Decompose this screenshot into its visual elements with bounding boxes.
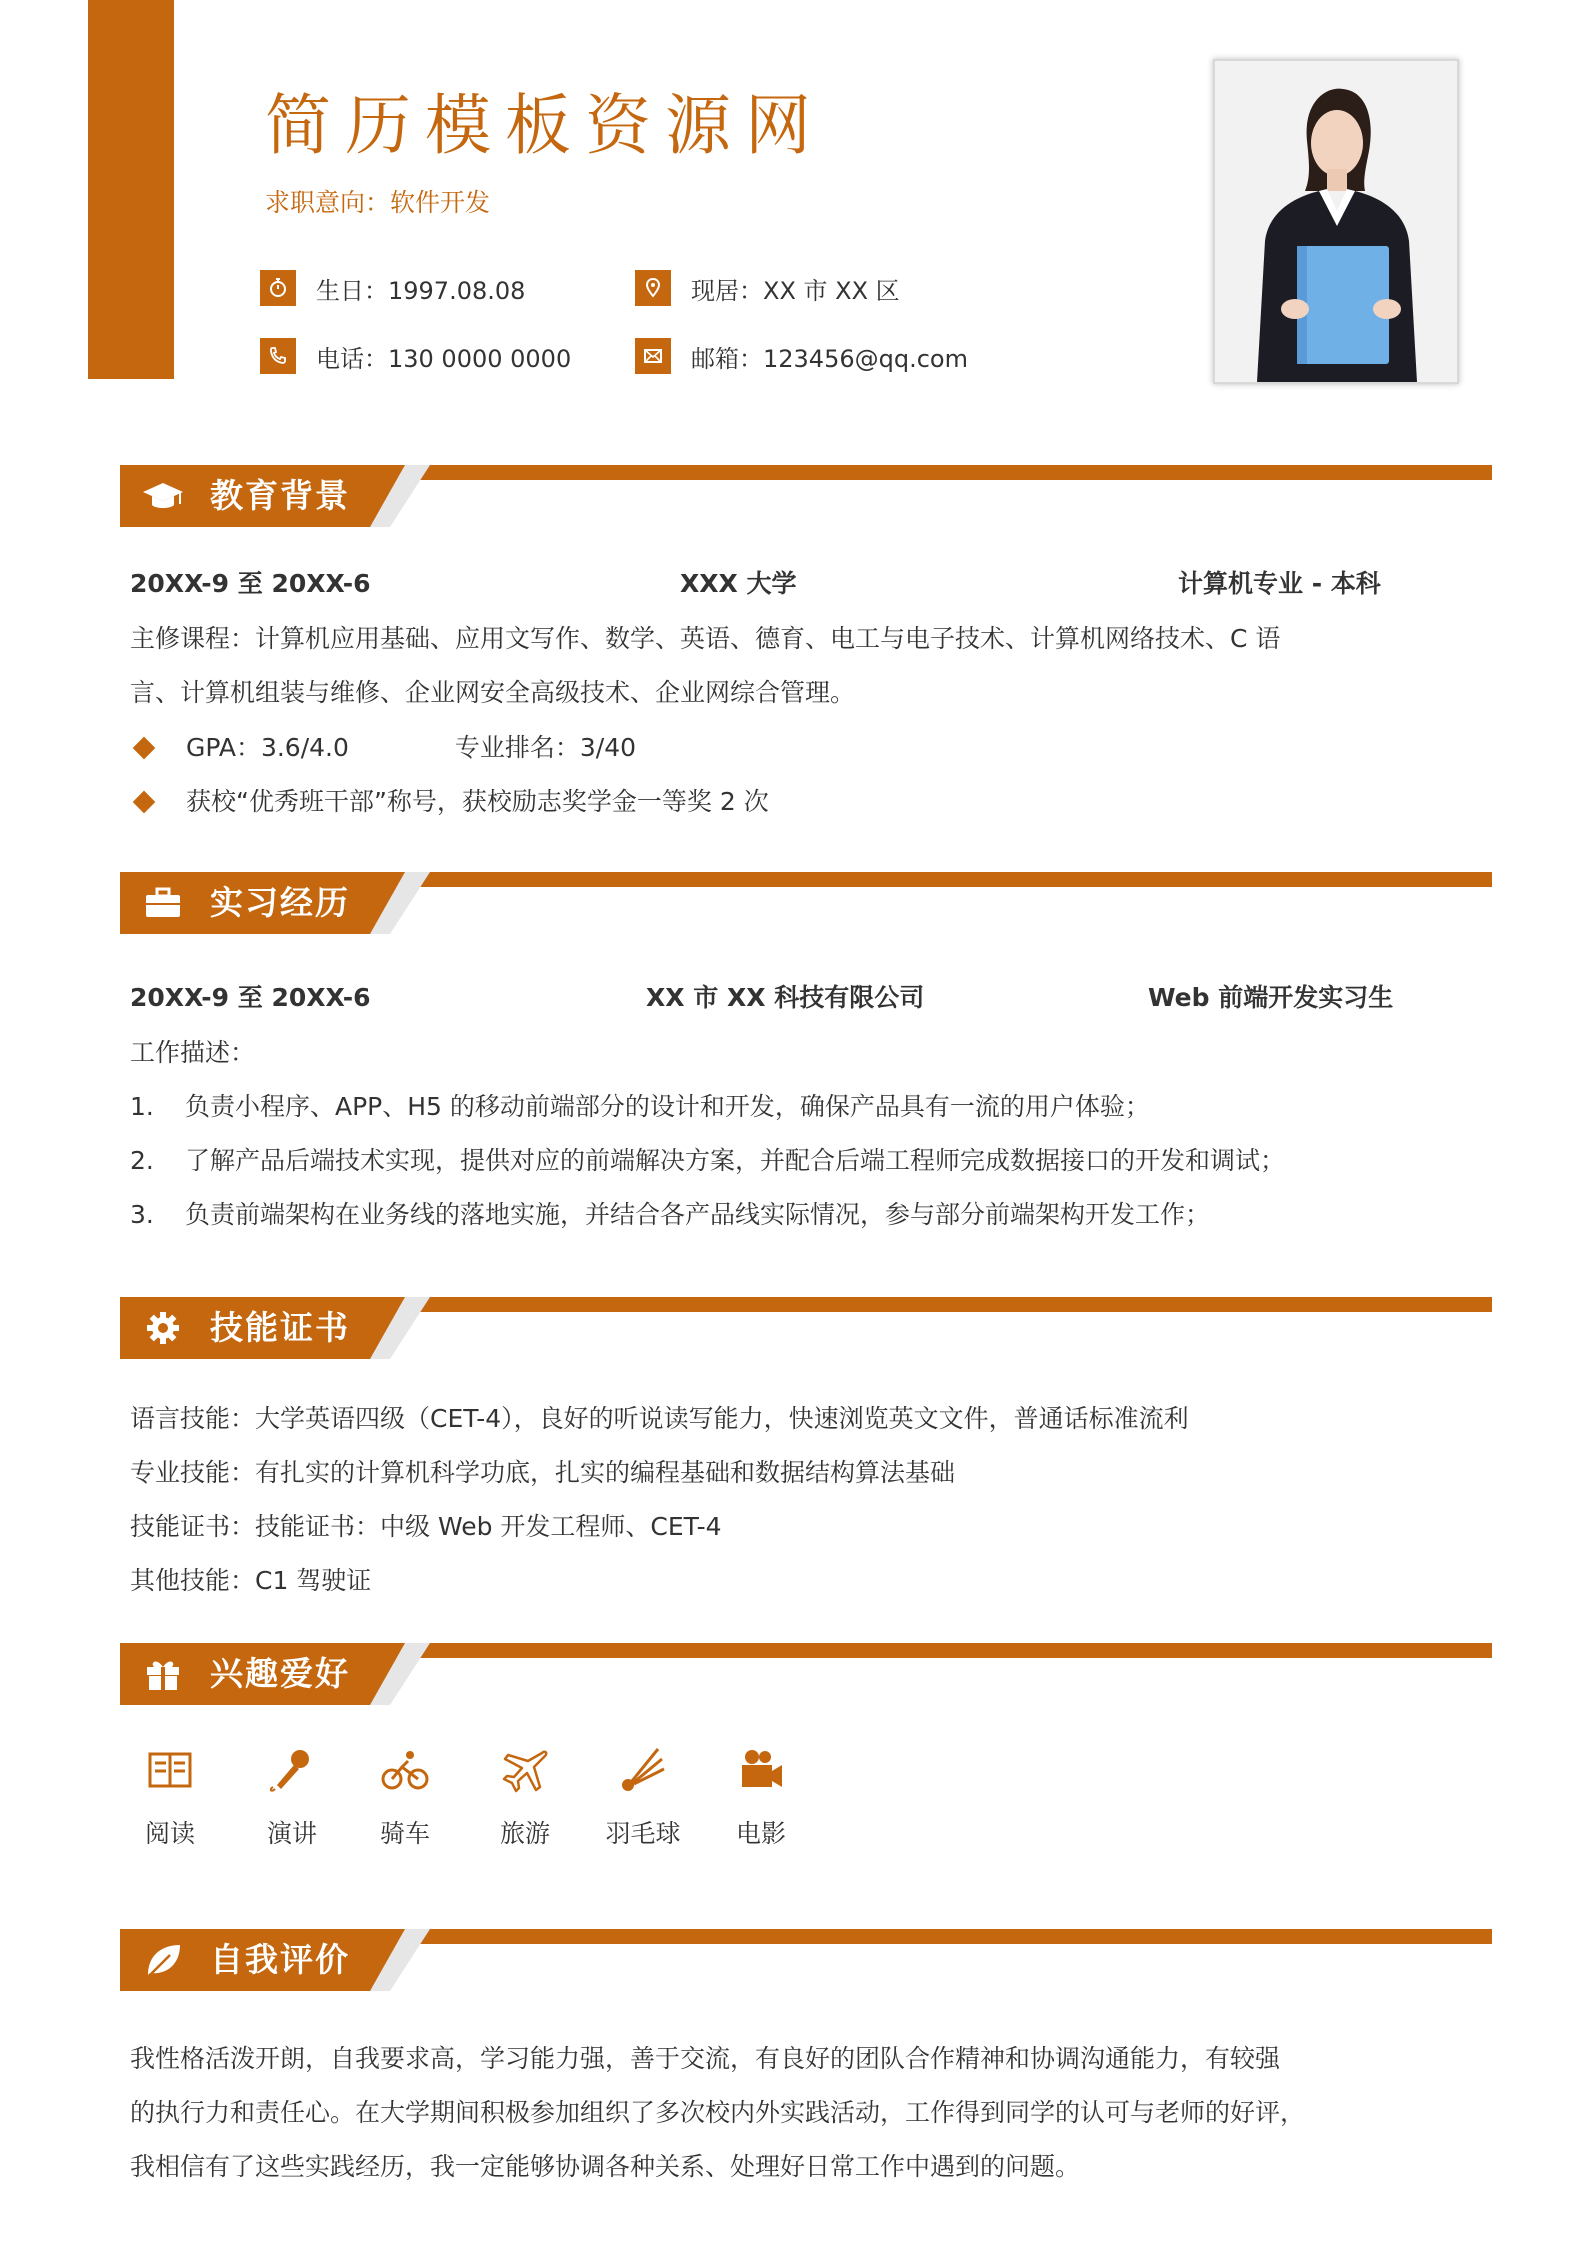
email-text: 邮箱：123456@qq.com	[691, 344, 968, 373]
self-eval-line: 我性格活泼开朗，自我要求高，学习能力强，善于交流，有良好的团队合作精神和协调沟通能力，有较强	[130, 2044, 1281, 2073]
hobby-item	[706, 1745, 816, 1851]
work-item-number: 1.	[130, 1092, 154, 1121]
section-title: 兴趣爱好	[210, 1654, 350, 1693]
hobby-item	[588, 1745, 698, 1851]
section-header-education	[120, 465, 1492, 527]
gpa-text: GPA：3.6/4.0	[186, 733, 349, 762]
location-info	[635, 270, 900, 306]
gift-icon	[142, 1655, 184, 1693]
hobby-item	[350, 1745, 460, 1851]
internship-period: 20XX-9 至 20XX-6	[130, 983, 371, 1012]
work-desc-label: 工作描述：	[130, 1038, 256, 1067]
section-rule	[420, 1929, 1492, 1944]
rank-text: 专业排名：3/40	[454, 733, 637, 762]
hobby-item	[115, 1745, 225, 1851]
hobby-label: 羽毛球	[605, 1819, 681, 1848]
graduation-cap-icon	[142, 477, 184, 515]
badminton-icon	[618, 1745, 668, 1795]
section-title: 技能证书	[210, 1308, 350, 1347]
self-eval-line: 我相信有了这些实践经历，我一定能够协调各种关系、处理好日常工作中遇到的问题。	[130, 2152, 1081, 2181]
hobby-label: 演讲	[266, 1819, 317, 1848]
diamond-bullet-icon	[133, 737, 156, 760]
courses-line: 主修课程：计算机应用基础、应用文写作、数学、英语、德育、电工与电子技术、计算机网络技术、C 语	[130, 624, 1281, 653]
self-eval-line: 的执行力和责任心。在大学期间积极参加组织了多次校内外实践活动，工作得到同学的认可与老师的好评，	[130, 2098, 1306, 2127]
skill-line: 专业技能：有扎实的计算机科学功底，扎实的编程基础和数据结构算法基础	[130, 1458, 956, 1487]
education-major: 计算机专业 - 本科	[1178, 569, 1381, 598]
skill-line: 其他技能：C1 驾驶证	[130, 1566, 372, 1595]
work-item	[130, 1197, 1210, 1233]
microphone-icon	[267, 1745, 317, 1795]
section-rule	[420, 1643, 1492, 1658]
award-bullet	[130, 784, 769, 820]
location-pin-icon	[635, 270, 671, 306]
email-info	[635, 338, 968, 374]
profile-photo	[1213, 59, 1459, 384]
award-text: 获校“优秀班干部”称号，获校励志奖学金一等奖 2 次	[186, 787, 769, 816]
section-title: 教育背景	[210, 476, 350, 515]
work-item	[130, 1143, 1285, 1179]
section-header-self-eval	[120, 1929, 1492, 1991]
birthday-info	[260, 270, 525, 306]
courses-line: 言、计算机组装与维修、企业网安全高级技术、企业网综合管理。	[130, 678, 856, 707]
birthday-text: 生日：1997.08.08	[316, 276, 526, 305]
diamond-bullet-icon	[133, 791, 156, 814]
education-period: 20XX-9 至 20XX-6	[130, 569, 371, 598]
education-courses	[130, 612, 1490, 720]
section-rule	[420, 872, 1492, 887]
internship-position: Web 前端开发实习生	[1148, 983, 1394, 1012]
work-item-text: 了解产品后端技术实现，提供对应的前端解决方案，并配合后端工程师完成数据接口的开发和调试；	[185, 1146, 1286, 1175]
gpa-bullet	[130, 730, 636, 766]
work-item-number: 3.	[130, 1200, 154, 1229]
hobby-item	[470, 1745, 580, 1851]
section-rule	[420, 465, 1492, 480]
section-rule	[420, 1297, 1492, 1312]
self-eval-text	[130, 2032, 1490, 2194]
bicycle-icon	[380, 1745, 430, 1795]
leaf-icon	[142, 1941, 184, 1979]
phone-info	[260, 338, 571, 374]
timer-icon	[260, 270, 296, 306]
education-row	[130, 566, 1430, 602]
work-item	[130, 1089, 1150, 1125]
internship-row	[130, 980, 1430, 1016]
section-header-hobbies	[120, 1643, 1492, 1705]
section-header-internship	[120, 872, 1492, 934]
location-text: 现居：XX 市 XX 区	[691, 276, 900, 305]
education-school: XXX 大学	[680, 569, 797, 598]
hobby-label: 骑车	[379, 1819, 430, 1848]
work-item-number: 2.	[130, 1146, 154, 1175]
skill-line: 语言技能：大学英语四级（CET-4），良好的听说读写能力，快速浏览英文文件，普通话标准流利	[130, 1404, 1189, 1433]
airplane-icon	[500, 1745, 550, 1795]
briefcase-icon	[142, 884, 184, 922]
hobby-label: 阅读	[144, 1819, 195, 1848]
envelope-icon	[635, 338, 671, 374]
phone-text: 电话：130 0000 0000	[316, 344, 572, 373]
video-camera-icon	[736, 1745, 786, 1795]
work-item-text: 负责小程序、APP、H5 的移动前端部分的设计和开发，确保产品具有一流的用户体验；	[185, 1092, 1150, 1121]
section-title: 自我评价	[210, 1940, 350, 1979]
job-intent	[265, 186, 490, 220]
hobby-label: 电影	[735, 1819, 786, 1848]
section-title: 实习经历	[210, 883, 350, 922]
hobby-item	[237, 1745, 347, 1851]
gear-icon	[142, 1309, 184, 1347]
phone-icon	[260, 338, 296, 374]
book-icon	[145, 1745, 195, 1795]
hobby-label: 旅游	[499, 1819, 550, 1848]
header-accent-bar	[88, 0, 174, 379]
internship-company: XX 市 XX 科技有限公司	[646, 983, 925, 1012]
candidate-name: 简历模板资源网	[265, 87, 825, 164]
section-header-skills	[120, 1297, 1492, 1359]
job-intent-label: 求职意向：	[265, 188, 391, 217]
work-item-text: 负责前端架构在业务线的落地实施，并结合各产品线实际情况，参与部分前端架构开发工作；	[185, 1200, 1211, 1229]
skill-line: 技能证书：技能证书：中级 Web 开发工程师、CET-4	[130, 1512, 722, 1541]
job-intent-value: 软件开发	[390, 188, 491, 217]
